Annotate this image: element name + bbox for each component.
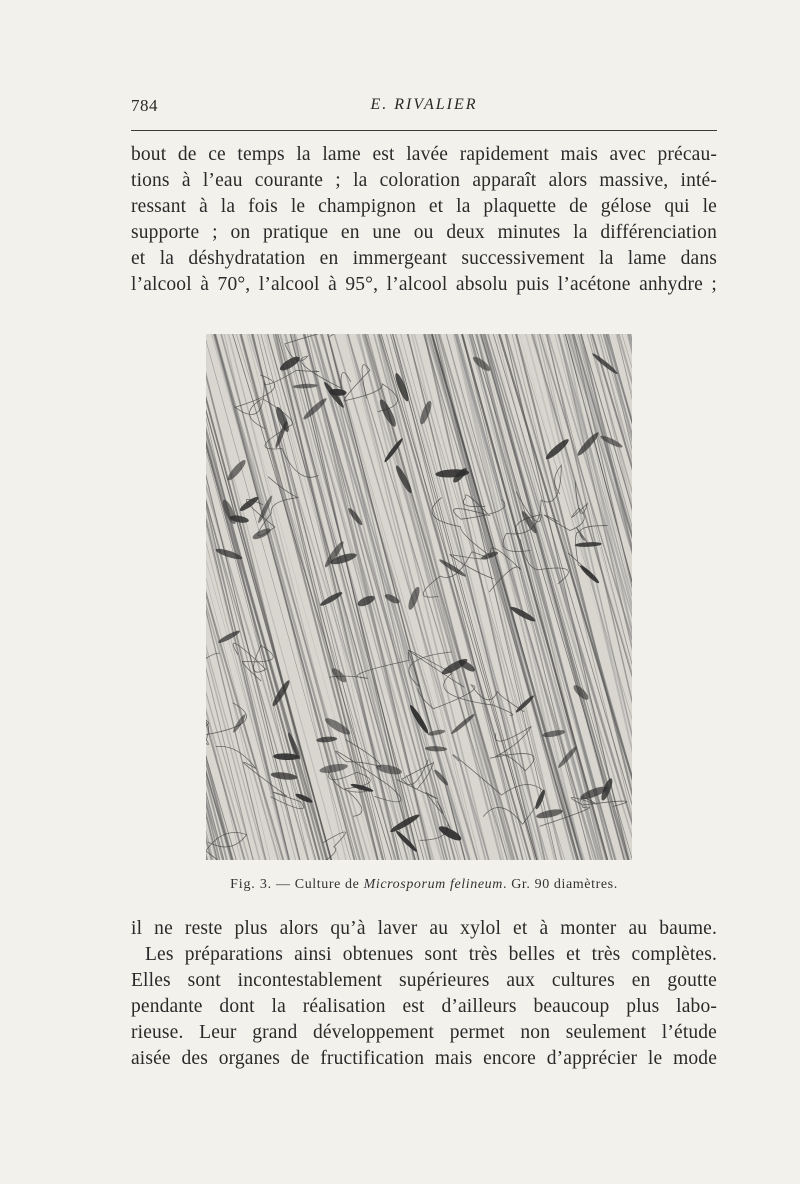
- text-line: il ne reste plus alors qu’à laver au xylol et à monter au baume.: [131, 918, 717, 939]
- caption-text-before: Culture de: [294, 877, 364, 892]
- header-rule: [131, 130, 717, 131]
- text-line: pendante dont la réalisation est d’ailleurs beaucoup plus labo-: [131, 996, 717, 1017]
- caption-species: Microsporum felineum: [363, 877, 503, 892]
- figure-caption: [131, 877, 717, 893]
- text-line: bout de ce temps la lame est lavée rapidement mais avec précau-: [131, 144, 717, 165]
- caption-label: Fig. 3.: [230, 877, 272, 892]
- text-line: tions à l’eau courante ; la coloration apparaît alors massive, inté-: [131, 170, 717, 191]
- text-line: rieuse. Leur grand développement permet non seulement l’étude: [131, 1022, 717, 1043]
- text-line: l’alcool à 70°, l’alcool à 95°, l’alcool absolu puis l’acétone anhydre ;: [131, 274, 717, 295]
- running-title: E. RIVALIER: [370, 96, 478, 113]
- caption-dash: —: [271, 877, 295, 892]
- page-header: [131, 96, 717, 122]
- page-number: 784: [131, 96, 158, 115]
- text-line: Elles sont incontestablement supérieures aux cultures en goutte: [131, 970, 717, 991]
- body-text-top: [131, 142, 717, 298]
- micrograph-image: [206, 334, 632, 860]
- caption-text-after: . Gr. 90 diamètres.: [503, 877, 618, 892]
- text-line: aisée des organes de fructification mais encore d’apprécier le mode: [131, 1048, 717, 1069]
- text-line: et la déshydratation en immergeant successivement la lame dans: [131, 248, 717, 269]
- micrograph-figure: [206, 334, 632, 860]
- text-line: Les préparations ainsi obtenues sont très belles et très complètes.: [145, 944, 717, 965]
- text-line: supporte ; on pratique en une ou deux minutes la différenciation: [131, 222, 717, 243]
- body-text-bottom: [131, 916, 717, 1072]
- text-line: ressant à la fois le champignon et la plaquette de gélose qui le: [131, 196, 717, 217]
